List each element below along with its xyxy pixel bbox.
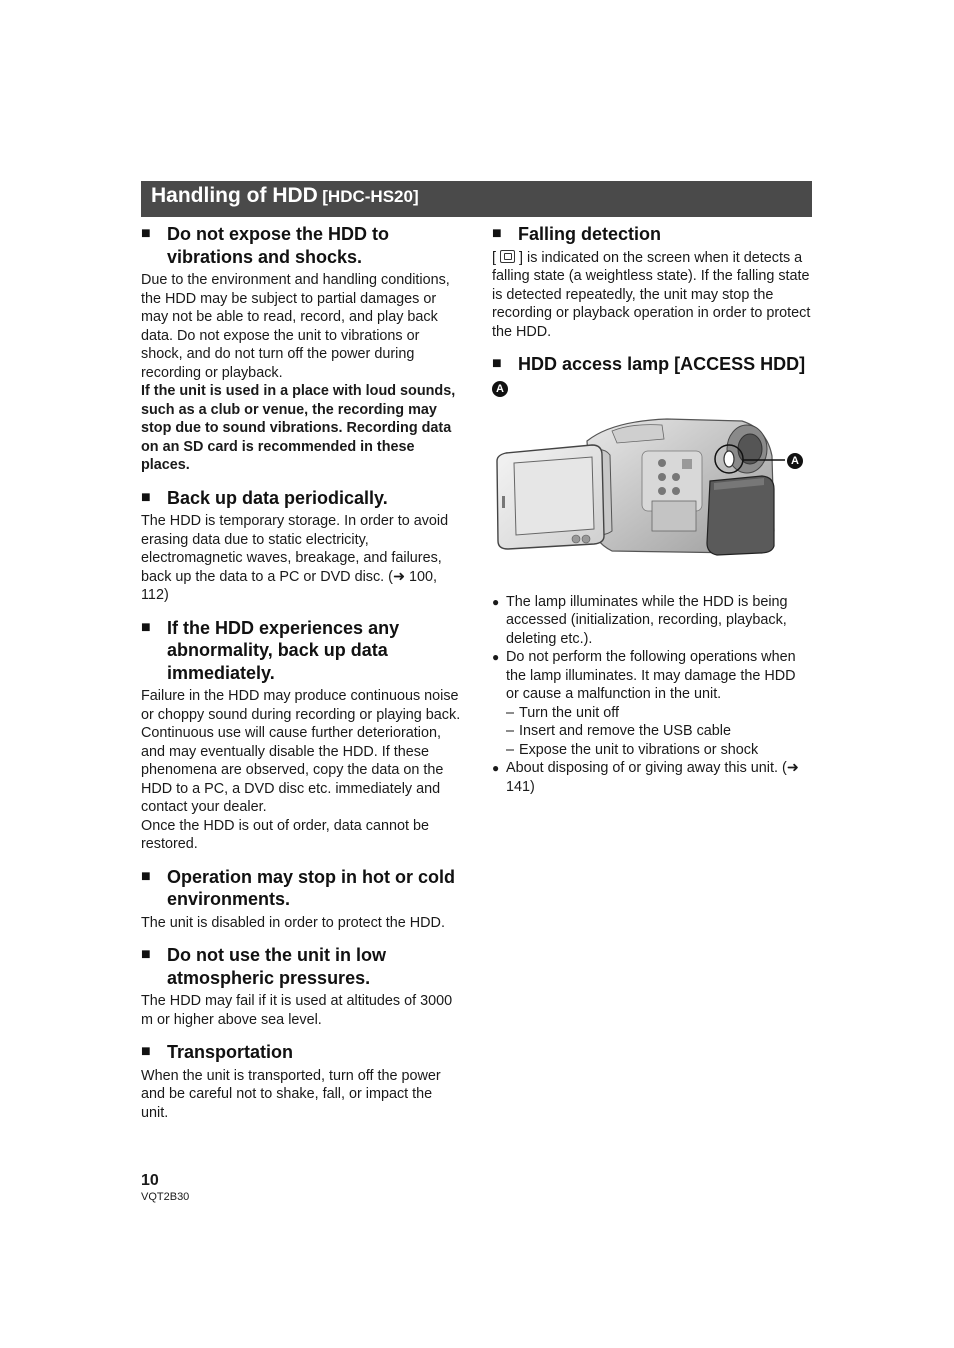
model-label: [HDC-HS20] (322, 187, 419, 206)
section-heading: ■ If the HDD experiences any abnormality, back up data immediately. (141, 617, 400, 683)
section-body: Due to the environment and handling conditions, the HDD may be subject to partial damages or may not be able to read, record, and play back data. Do not expose the unit to vibrations or shock, and do not turn off the power during recording or playback. (141, 272, 450, 381)
section-heading: ■ HDD access lamp [ACCESS HDD] (492, 354, 806, 374)
section-title: Handling of HDD (151, 184, 318, 207)
section-body: When the unit is transported, turn off the power and be careful not to shake, fall, or impact the unit. (141, 1067, 441, 1121)
square-bullet-icon: ■ (141, 618, 151, 636)
section-body: The HDD may fail if it is used at altitudes of 3000 m or higher above sea level. (141, 993, 453, 1028)
square-bullet-icon: ■ (141, 225, 151, 242)
section-heading: ■ Back up data periodically. (141, 487, 388, 508)
section-body-note: Once the HDD is out of order, data cannot be restored. (141, 817, 429, 852)
square-bullet-icon: ■ (492, 355, 502, 372)
square-bullet-icon: ■ (141, 946, 151, 963)
square-bullet-icon: ■ (141, 488, 151, 506)
list-item: ● The lamp illuminates while the HDD is being accessed (initialization, recording, playback, deleting etc.). (492, 593, 788, 647)
section-heading: ■ Transportation (141, 1042, 294, 1062)
page-number: 10 (141, 1172, 159, 1189)
bullet-dot-icon: ● (492, 761, 500, 775)
camcorder-illustration (492, 411, 812, 571)
section-heading: ■ Do not expose the HDD to vibrations and shocks. (141, 224, 390, 267)
section-transportation (141, 1041, 461, 1122)
section-vibrations (141, 223, 461, 475)
page-footer (141, 1172, 189, 1204)
right-column (492, 223, 812, 808)
section-body: The unit is disabled in order to protect the HDD. (141, 914, 445, 931)
left-column (141, 223, 461, 1134)
section-backup (141, 487, 461, 605)
section-falling-detection (492, 223, 812, 341)
sub-list-item: – Turn the unit off (506, 704, 619, 721)
document-code: VQT2B30 (141, 1191, 190, 1203)
section-body: Failure in the HDD may produce continuous noise or choppy sound during recording or playing back. Continuous use will cause further deterioration, and may eventually disable the HDD. If these phenomena are observed, copy the data on the HDD to a PC, a DVD disc etc. immediately and contact your dealer. (141, 688, 461, 815)
list-item: ● Do not perform the following operations when the lamp illuminates. It may damage the HDD or cause a malfunction in the unit. – Turn the unit off – Insert and remove the USB cable – Expose the unit to vibrations or shock (492, 648, 812, 759)
section-body: [ ] is indicated on the screen when it detects a falling state (a weightless state). If the falling state is detected repeatedly, the unit may stop the recording or playback operation in order to protect the HDD. (492, 249, 811, 340)
section-abnormality (141, 617, 461, 854)
access-lamp-bullets (492, 593, 812, 797)
falling-detection-icon (500, 250, 515, 263)
square-bullet-icon: ■ (141, 867, 151, 885)
bullet-dot-icon: ● (492, 650, 500, 664)
section-temperature (141, 866, 461, 933)
page-section-banner (141, 181, 812, 217)
section-warning: If the unit is used in a place with loud sounds, such as a club or venue, the recording may stop due to sound vibrations. Recording data on an SD card is recommended in these places. (141, 383, 456, 473)
square-bullet-icon: ■ (141, 1043, 151, 1060)
camcorder-figure (492, 411, 812, 571)
sub-list-item: – Expose the unit to vibrations or shock (506, 741, 759, 758)
callout-a-marker: A (492, 381, 508, 397)
figure-callout-a: A (787, 453, 803, 469)
section-heading: ■ Falling detection (492, 224, 662, 244)
sub-list-item: – Insert and remove the USB cable (506, 723, 731, 739)
section-body: The HDD is temporary storage. In order to avoid erasing data due to static electricity, electromagnetic waves, breakage, and failures, back up the data to a PC or DVD disc. (➜ 100, 112) (141, 513, 449, 603)
section-access-lamp (492, 353, 812, 796)
section-heading: ■ Do not use the unit in low atmospheric pressures. (141, 945, 386, 988)
bullet-dot-icon: ● (492, 594, 500, 609)
list-item: ● About disposing of or giving away this unit. (➜ 141) (492, 760, 799, 795)
section-pressure (141, 944, 461, 1029)
square-bullet-icon: ■ (492, 225, 502, 242)
section-heading: ■ Operation may stop in hot or cold environments. (141, 866, 456, 909)
